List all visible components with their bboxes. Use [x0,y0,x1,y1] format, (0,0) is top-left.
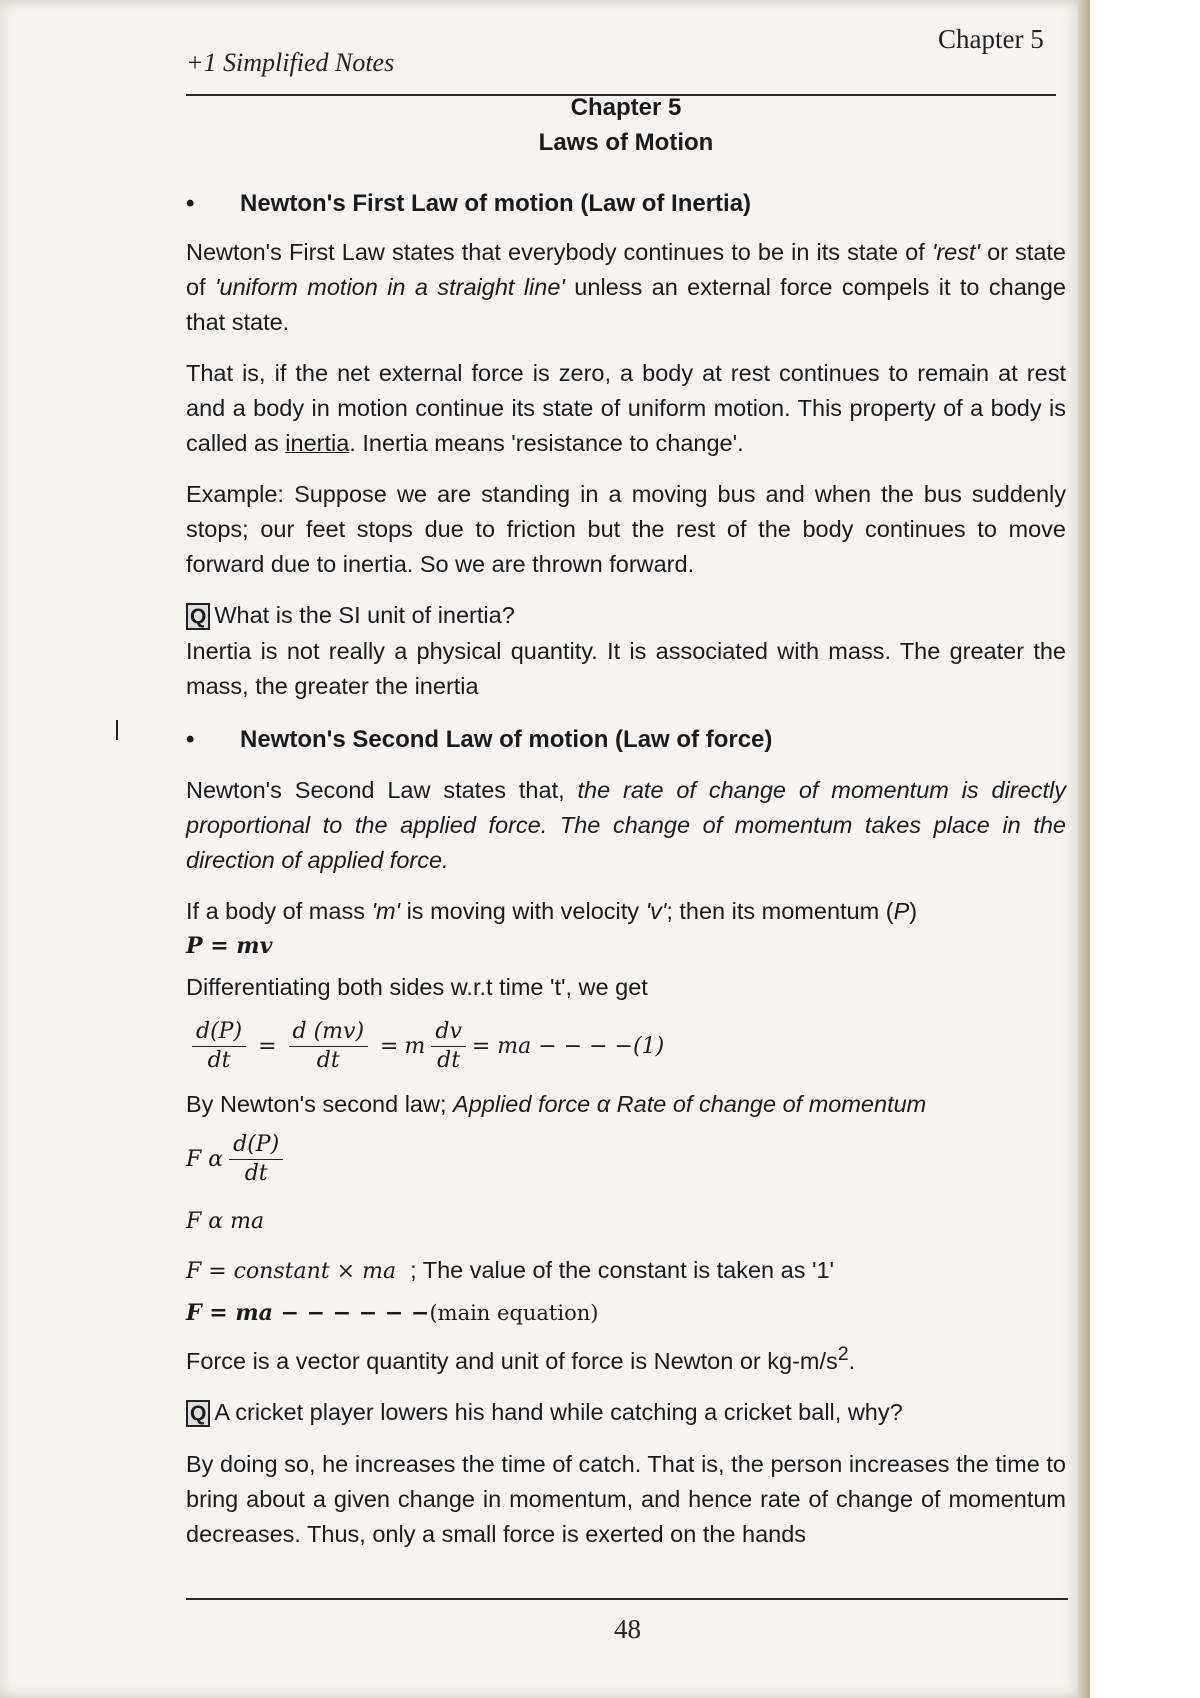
text-span: That is, if the net external force is zero, a body at rest continues to remain at rest and a body in motion continue its state of uniform motion. This property of a body is called as [186,360,1066,456]
inertia-example: Example: Suppose we are standing in a moving bus and when the bus suddenly stops; our feet stops due to friction but the rest of the body continues to move forward due to inertia. So we are thrown forward. [186,481,1066,577]
inertia-question [186,598,1066,634]
cricket-answer: By doing so, he increases the time of catch. That is, the person increases the time to bring about a given change in momentum, and hence rate of change of momentum decreases. Thus, only a small force is exerted on the hands [186,1450,1066,1547]
f-constant-equation: F = constant × ma [186,1259,397,1284]
chapter-number: Chapter 5 [570,94,682,121]
emphasis-proportionality: Applied force α Rate of change of momentum [453,1091,927,1117]
text-span: . Inertia means 'resistance to change'. [349,430,744,456]
text-span: ) [909,898,918,924]
margin-mark [116,720,118,740]
equation-p-mv: P = mv [186,933,273,959]
emphasis-m: 'm' [371,898,401,924]
numerator: d (mv) [289,1018,369,1047]
running-header-title: +1 Simplified Notes [186,48,395,77]
equation-1-tail: = ma − − − −(1) [471,1033,665,1059]
bullet-icon: • [186,190,195,217]
equation-1 [186,1011,1066,1081]
running-header-chapter: Chapter 5 [938,24,1044,54]
f-alpha: F α [186,1146,224,1172]
fraction-dp-dt [192,1018,246,1075]
text-span: . [848,1347,856,1374]
emphasis-p: P [893,898,910,924]
text-span: or state of [186,239,1066,300]
equals-sign: = [380,1033,399,1059]
inertia-answer: Inertia is not really a physical quantity. It is associated with mass. The greater the mass, the greater the inertia [186,638,1066,699]
text-span: is moving with velocity [400,898,646,924]
inertia-explanation [186,356,1066,461]
f-alpha-ma: F α ma [186,1209,265,1234]
footer-rule [186,1598,1068,1600]
numerator: d(P) [229,1131,283,1160]
text-span: Force is a vector quantity and unit of force is Newton or kg-m/s [186,1347,838,1374]
denominator: dt [316,1047,340,1073]
second-law-heading-text: Newton's Second Law of motion (Law of force) [240,726,773,753]
differentiating-line: Differentiating both sides w.r.t time 't', we get [186,974,648,1000]
question-badge: Q [186,603,210,630]
numerator: d(P) [192,1018,246,1047]
main-equation-label: (main equation) [429,1301,599,1325]
first-law-statement [186,235,1066,340]
inertia-term: inertia [285,430,350,456]
text-span: If a body of mass [186,898,372,924]
emphasis-uniform-motion: 'uniform motion in a straight line' [215,274,565,300]
fraction-dmv-dt [289,1018,369,1075]
second-law-heading [186,722,1066,757]
vector-note [186,1337,1066,1379]
momentum-definition [186,894,1066,929]
text-span: ; then its momentum ( [666,898,894,924]
question-badge: Q [186,1400,210,1427]
fraction-dp-dt [229,1131,283,1188]
fraction-dv-dt [431,1018,466,1075]
text-span: Newton's Second Law states that, [186,777,578,803]
numerator: dv [431,1018,466,1047]
constant-note: ; The value of the constant is taken as '1' [410,1257,835,1283]
denominator: dt [437,1047,461,1073]
second-law-statement [186,773,1066,878]
question-text: A cricket player lowers his hand while catching a cricket ball, why? [214,1398,903,1425]
mass-symbol: m [404,1033,426,1059]
superscript: 2 [837,1343,849,1365]
proportionality-equation [186,1128,1066,1190]
page-content [186,90,1066,1552]
text-span: Newton's First Law states that everybody continues to be in its state of [186,239,932,265]
f-constant-line [186,1253,1066,1289]
main-equation: F = ma − − − − − − [186,1300,430,1326]
text-span: unless an external force compels it to change that state. [186,274,1066,335]
cricket-question [186,1395,1066,1431]
emphasis-statement: the rate of change of momentum is directly proportional to the applied force. The change of momentum takes place in the direction of applied force. [186,777,1066,873]
question-text: What is the SI unit of inertia? [214,602,515,628]
book-spine [1078,0,1090,1698]
chapter-name: Laws of Motion [538,129,714,156]
first-law-heading-text: Newton's First Law of motion (Law of Inertia) [240,190,752,217]
first-law-heading [186,186,1066,221]
page-number: 48 [614,1614,641,1644]
bullet-icon: • [186,726,195,753]
emphasis-rest: 'rest' [931,239,980,265]
text-span: By Newton's second law; [186,1091,454,1117]
main-equation-line [186,1295,1066,1331]
equals-sign: = [258,1033,277,1059]
chapter-title-block [186,90,1066,160]
denominator: dt [244,1160,268,1186]
by-second-law-line [186,1087,1066,1122]
denominator: dt [207,1047,231,1073]
emphasis-v: 'v' [645,898,667,924]
